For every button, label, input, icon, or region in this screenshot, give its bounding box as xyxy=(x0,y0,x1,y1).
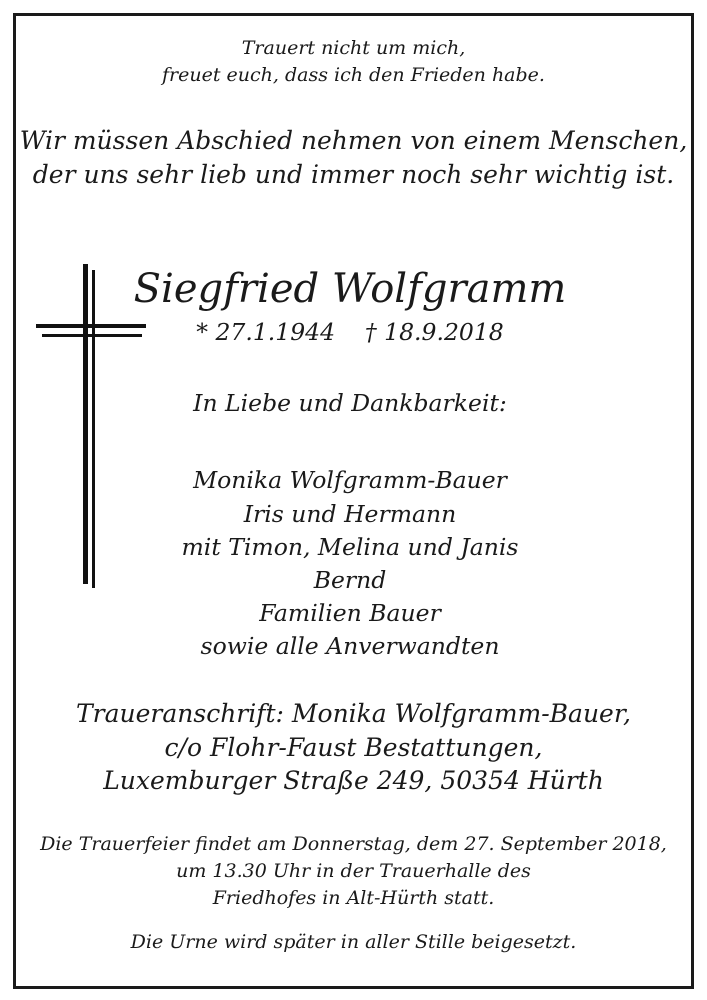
ceremony-line-1: Die Trauerfeier findet am Donnerstag, dem 27. September 2018, xyxy=(40,833,667,855)
ceremony-line-3: Friedhofes in Alt-Hürth statt. xyxy=(212,887,495,909)
cross-vertical-bar-shadow xyxy=(92,270,95,588)
mourner-name: sowie alle Anverwandten xyxy=(200,632,500,660)
address-line-2: c/o Flohr-Faust Bestattungen, xyxy=(164,733,543,762)
deceased-dates: * 27.1.1944 † 18.9.2018 xyxy=(196,318,504,346)
mourner-name: Monika Wolfgramm-Bauer xyxy=(193,466,507,494)
intro-line-2: der uns sehr lieb und immer noch sehr wichtig ist. xyxy=(32,160,675,189)
quote-line-2: freuet euch, dass ich den Frieden habe. xyxy=(162,64,545,86)
intro-line-1: Wir müssen Abschied nehmen von einem Menschen, xyxy=(19,126,688,155)
ceremony-line-2: um 13.30 Uhr in der Trauerhalle des xyxy=(176,860,531,882)
mourner-name: Iris und Hermann xyxy=(243,500,457,528)
mourners-heading: In Liebe und Dankbarkeit: xyxy=(193,389,507,417)
deceased-name: Siegfried Wolfgramm xyxy=(133,266,567,312)
address-line-3: Luxemburger Straße 249, 50354 Hürth xyxy=(103,766,604,795)
mourner-name: Bernd xyxy=(313,566,387,594)
cross-horizontal-bar-shadow xyxy=(42,334,142,337)
mourner-name: Familien Bauer xyxy=(259,599,441,627)
address-line-1: Traueranschrift: Monika Wolfgramm-Bauer, xyxy=(75,699,632,728)
cross-vertical-bar xyxy=(83,264,88,584)
quote-line-1: Trauert nicht um mich, xyxy=(241,37,466,59)
mourner-name: mit Timon, Melina und Janis xyxy=(181,533,519,561)
closing-line: Die Urne wird später in aller Stille beigesetzt. xyxy=(130,931,577,953)
